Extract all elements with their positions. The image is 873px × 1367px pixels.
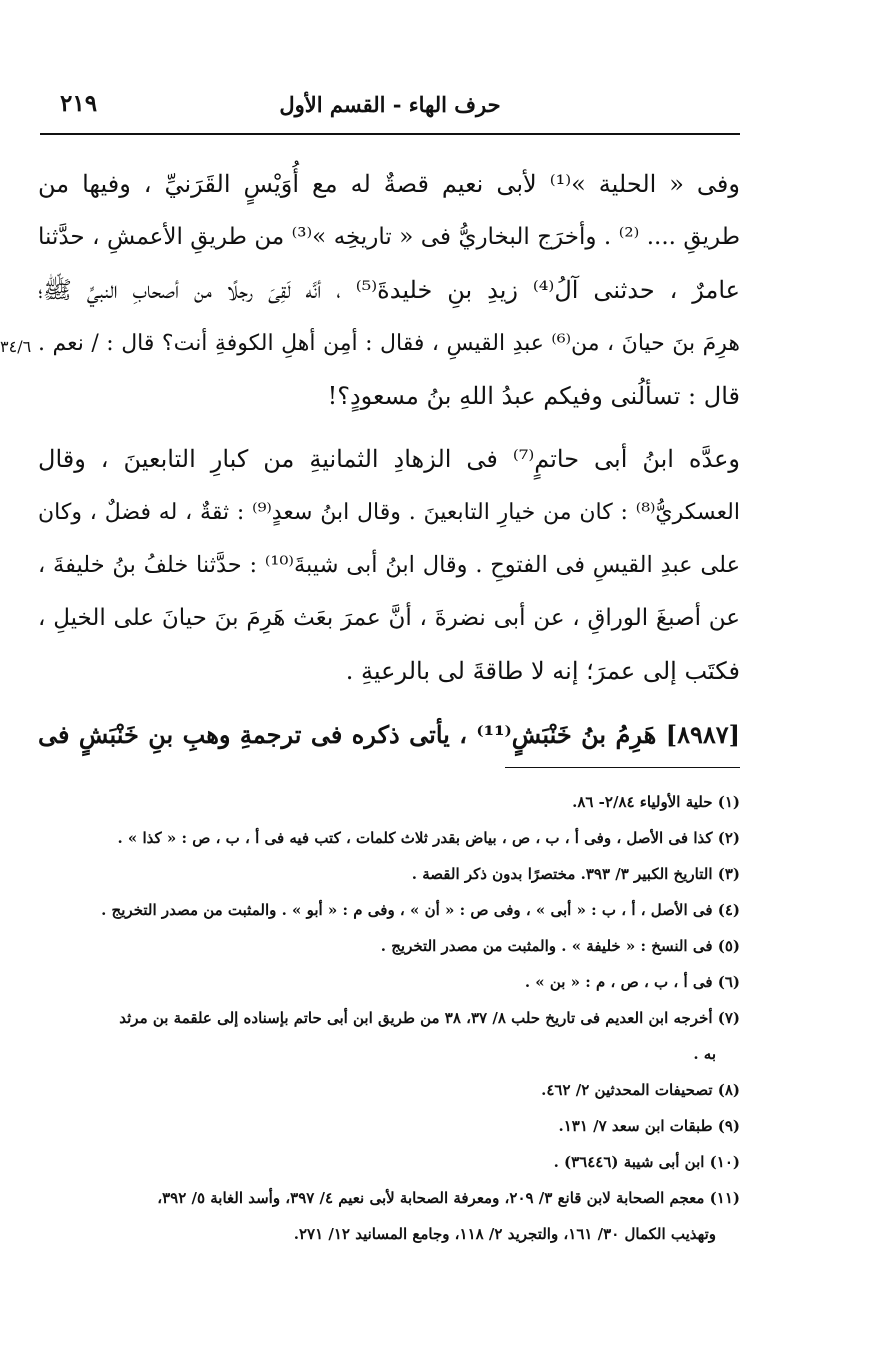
entry-heading-line: [٨٩٨٧] هَرِمُ بنُ خَنْبَشٍ⁽¹¹⁾ ، يأتى ذكره فى ترجمةِ وهبِ بنِ خَنْبَشٍ فى xyxy=(38,720,740,749)
footnote: (٩) طبقات ابن سعد ٧/ ١٣١. xyxy=(558,1117,740,1135)
page-number: ٢١٩ xyxy=(60,90,98,117)
footnote-separator xyxy=(505,767,740,768)
text-line: عن أصبغَ الوراقِ ، عن أبى نضرةَ ، أنَّ عمرَ بعَث هَرِمَ بنَ حيانَ على الخيلِ ، xyxy=(38,605,740,631)
footnote: (٤) فى الأصل ، أ ، ب : « أبى » ، وفى ص : « أن » ، وفى م : « أبو » . والمثبت من مصدر التخريج . xyxy=(101,901,740,919)
footnotes xyxy=(40,784,740,1252)
text-line: على عبدِ القيسِ فى الفتوحِ . وقال ابنُ أبى شيبةَ⁽¹⁰⁾ : حدَّثنا خلفُ بنُ خليفةَ ، xyxy=(38,552,740,578)
header-rule xyxy=(40,133,740,135)
text-line: عامرٌ ، حدثنى آلُ⁽⁴⁾ زيدِ بنِ خليدةَ⁽⁵⁾ ، أنَّه لَقِىَ رجلًا من أصحابِ النبيِّ ﷺ؛ xyxy=(38,276,740,304)
footnote: (٧) أخرجه ابن العديم فى تاريخ حلب ٨/ ٣٧، ٣٨ من طريق ابن أبى حاتم بإسناده إلى علقمة بن مرثد xyxy=(119,1009,740,1027)
footnote: (٢) كذا فى الأصل ، وفى أ ، ب ، ص ، بياض بقدر ثلاث كلمات ، كتب فيه فى أ ، ب ، ص : « كذا » . xyxy=(117,829,740,847)
text-line: هرِمَ بنَ حيانَ ، من⁽⁶⁾ عبدِ القيسِ ، فقال : أمِن أهلِ الكوفةِ أنت؟ قال : / نعم . xyxy=(38,331,740,356)
footnote: (٨) تصحيفات المحدثين ٢/ ٤٦٢. xyxy=(541,1081,740,1099)
footnote: (٣) التاريخ الكبير ٣/ ٣٩٣. مختصرًا بدون ذكر القصة . xyxy=(411,865,740,883)
text-line: طريقِ .... ⁽²⁾ . وأخرَج البخاريُّ فى « تاريخِه »⁽³⁾ من طريقِ الأعمشِ ، حدَّثنا xyxy=(38,224,740,250)
text-line: فكتَب إلى عمرَ؛ إنه لا طاقةَ لى بالرعيةِ . xyxy=(345,657,740,685)
footnote: (١٠) ابن أبى شيبة (٣٦٤٤٦) . xyxy=(553,1153,740,1171)
running-title: حرف الهاء - القسم الأول xyxy=(279,92,501,117)
footnote: (١١) معجم الصحابة لابن قانع ٣/ ٢٠٩، ومعرفة الصحابة لأبى نعيم ٤/ ٣٩٧، وأسد الغابة ٥/ ٣٩٢، xyxy=(157,1189,740,1207)
margin-reference: ٣٤/٦ xyxy=(0,337,32,356)
footnote: (٥) فى النسخ : « خليفة » . والمثبت من مصدر التخريج . xyxy=(380,937,740,955)
footnote: (١) حلية الأولياء ٢/٨٤- ٨٦. xyxy=(572,793,740,811)
text-line: وعدَّه ابنُ أبى حاتمٍ⁽⁷⁾ فى الزهادِ الثمانيةِ من كبارِ التابعينَ ، وقال xyxy=(38,445,740,473)
text-line: وفى « الحلية »⁽¹⁾ لأبى نعيم قصةٌ له مع أُوَيْسٍ القَرَنيِّ ، وفيها من xyxy=(38,170,740,198)
footnote: (٦) فى أ ، ب ، ص ، م : « بن » . xyxy=(524,973,740,991)
text-line: قال : تسألُنى وفيكم عبدُ اللهِ بنُ مسعودٍ؟! xyxy=(327,382,740,410)
text-line: العسكريُّ⁽⁸⁾ : كان من خيارِ التابعينَ . وقال ابنُ سعدٍ⁽⁹⁾ : ثقةٌ ، له فضلٌ ، وكان xyxy=(38,500,740,525)
footnote-continuation: وتهذيب الكمال ٣٠/ ١٦١، والتجريد ٢/ ١١٨، وجامع المسانيد ١٢/ ٢٧١. xyxy=(293,1225,716,1243)
footnote-continuation: به . xyxy=(693,1045,716,1063)
running-header xyxy=(40,86,740,126)
main-text xyxy=(38,158,740,761)
